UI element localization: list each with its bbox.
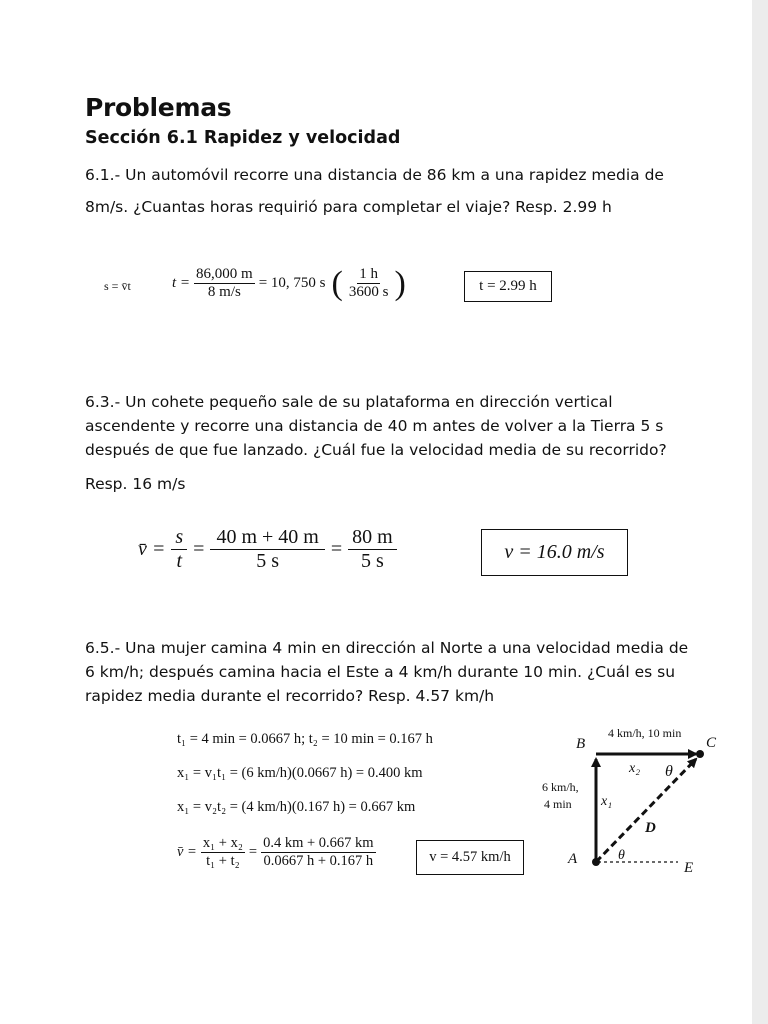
problem-6-3-line-1: 6.3.- Un cohete pequeño sale de su plataforma en dirección vertical xyxy=(85,393,613,411)
eq-6-5-denominator-2: 0.0667 h + 0.167 h xyxy=(263,853,374,869)
eq-6-1-numerator: 86,000 m xyxy=(196,266,253,282)
eq-6-1-left-paren: ( xyxy=(331,264,343,302)
problem-6-5-line-1: 6.5.- Una mujer camina 4 min en dirección al Norte a una velocidad media de xyxy=(85,639,689,657)
label-left-speed-1: 6 km/h, xyxy=(542,780,579,794)
answer-box-6-1 xyxy=(464,271,552,302)
eq-6-5-x1: x₁ = v₁t₁ = (6 km/h)(0.0667 h) = 0.400 km xyxy=(177,765,423,781)
problem-6-1-line-1: 6.1.- Un automóvil recorre una distancia de 86 km a una rapidez media de xyxy=(85,166,664,184)
eq-6-3-s: s xyxy=(171,526,187,550)
eq-6-1-denominator: 8 m/s xyxy=(207,284,241,300)
problem-6-3-line-2: ascendente y recorre una distancia de 40 m antes de volver a la Tierra 5 s xyxy=(85,417,664,435)
eq-6-3 xyxy=(138,526,397,573)
eq-6-1-t: t = xyxy=(172,275,191,291)
eq-6-5-equals: = xyxy=(248,844,258,860)
point-c xyxy=(696,750,704,758)
problem-6-1-text xyxy=(85,163,695,219)
problem-6-1-line-2: 8m/s. ¿Cuantas horas requirió para completar el viaje? Resp. 2.99 h xyxy=(85,198,612,216)
eq-6-3-equals-2: = xyxy=(330,538,343,560)
eq-6-1-conversion-numerator: 1 h xyxy=(359,266,379,282)
eq-6-3-fraction-2 xyxy=(348,526,397,573)
problem-6-5-line-2: 6 km/h; después camina hacia el Este a 4 km/h durante 10 min. ¿Cuál es su xyxy=(85,663,676,681)
eq-6-3-numerator-1: 40 m + 40 m xyxy=(210,526,324,550)
eq-6-5-numerator-2: 0.4 km + 0.667 km xyxy=(263,835,374,851)
eq-6-5-times: t₁ = 4 min = 0.0667 h; t₂ = 10 min = 0.167 h xyxy=(177,731,433,747)
problem-6-3-line-3: después de que fue lanzado. ¿Cuál fue la velocidad media de su recorrido? xyxy=(85,441,667,459)
label-c: C xyxy=(706,735,717,751)
answer-6-3: v = 16.0 m/s xyxy=(504,541,605,563)
label-theta-top: θ xyxy=(665,763,673,780)
eq-6-1-conversion xyxy=(347,266,391,301)
label-d: D xyxy=(645,820,656,836)
answer-box-6-3 xyxy=(481,529,628,576)
eq-6-3-s-over-t xyxy=(171,526,187,573)
eq-6-1-calc xyxy=(172,266,406,301)
eq-6-3-t: t xyxy=(176,550,183,572)
eq-6-5-numerator-1: x₁ + x₂ xyxy=(202,835,243,851)
eq-6-3-fraction-1 xyxy=(210,526,324,573)
viewer-margin xyxy=(752,0,768,1024)
problem-6-3-text xyxy=(85,390,695,496)
eq-6-1-right-paren: ) xyxy=(394,264,406,302)
problem-6-3-response: Resp. 16 m/s xyxy=(85,475,186,493)
eq-6-3-vbar: v̄ = xyxy=(138,538,166,560)
answer-6-1: t = 2.99 h xyxy=(479,278,537,294)
label-x2: x₂ xyxy=(629,761,641,776)
eq-6-5-vbar: v̄ = xyxy=(177,844,197,860)
label-x1: x₁ xyxy=(601,794,613,809)
eq-6-1-fraction xyxy=(194,266,255,301)
eq-6-3-numerator-2: 80 m xyxy=(348,526,397,550)
eq-6-5-average xyxy=(177,835,376,870)
eq-6-5-fraction-2 xyxy=(261,835,376,870)
label-top-speed: 4 km/h, 10 min xyxy=(608,726,682,740)
point-a xyxy=(592,858,600,866)
eq-6-1-formula: s = v̄t xyxy=(104,279,131,293)
label-b: B xyxy=(576,736,586,752)
eq-6-3-equals-1: = xyxy=(193,538,205,560)
answer-box-6-5 xyxy=(416,840,524,875)
label-e: E xyxy=(684,860,694,876)
label-theta-bottom: θ xyxy=(618,848,625,863)
label-a: A xyxy=(568,851,578,867)
eq-6-3-denominator-1: 5 s xyxy=(256,550,280,572)
eq-6-1-middle: = 10, 750 s xyxy=(258,275,326,291)
problem-6-5-line-3: rapidez media durante el recorrido? Resp. 4.57 km/h xyxy=(85,687,495,705)
vector-diagram xyxy=(530,722,750,882)
answer-6-5: v = 4.57 km/h xyxy=(429,849,511,865)
eq-6-1-conversion-denominator: 3600 s xyxy=(348,284,389,300)
vector-resultant xyxy=(596,759,696,862)
eq-6-5-x2: x₁ = v₂t₂ = (4 km/h)(0.167 h) = 0.667 km xyxy=(177,799,416,815)
page-title: Problemas xyxy=(85,93,232,122)
eq-6-5-fraction-1 xyxy=(201,835,245,870)
eq-6-5-denominator-1: t₁ + t₂ xyxy=(206,853,240,869)
problem-6-5-text xyxy=(85,636,695,708)
eq-6-3-denominator-2: 5 s xyxy=(361,550,384,572)
section-heading: Sección 6.1 Rapidez y velocidad xyxy=(85,128,401,148)
label-left-speed-2: 4 min xyxy=(544,797,572,811)
